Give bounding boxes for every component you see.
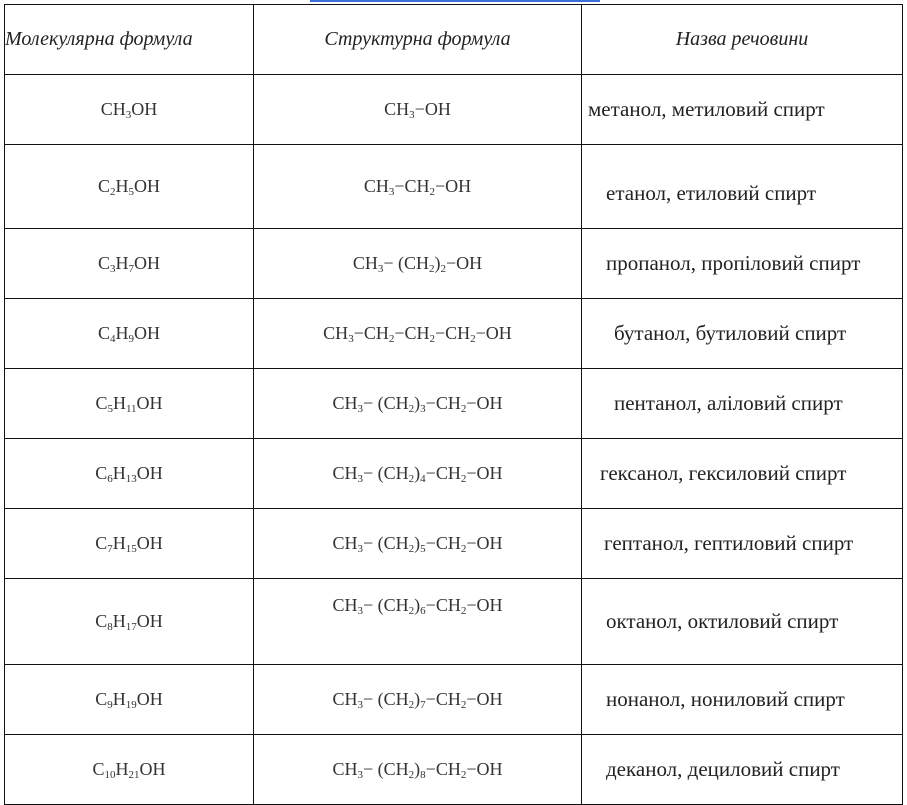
structural-formula-cell: $CH_3- (CH_2)_5-CH_2-OH$ [254,509,582,579]
structural-formula-cell: $CH_3- (CH_2)_6-CH_2-OH$ [254,579,582,665]
structural-formula-cell: $CH_3- (CH_2)_8-CH_2-OH$ [254,735,582,805]
molecular-formula-cell: $C_3H_7OH$ [5,229,254,299]
structural-formula-cell: $CH_3- (CH_2)_4-CH_2-OH$ [254,439,582,509]
substance-name-cell: етанол, етиловий спирт [582,145,903,229]
table-row [5,229,903,299]
table-row [5,439,903,509]
substance-name-cell: гексанол, гексиловий спирт [582,439,903,509]
molecular-formula-cell: $C_9H_{19}OH$ [5,665,254,735]
substance-name-cell: нонанол, нониловий спирт [582,665,903,735]
structural-formula-cell: $CH_3- (CH_2)_2-OH$ [254,229,582,299]
table-row [5,509,903,579]
molecular-formula-cell: $C_{10}H_{21}OH$ [5,735,254,805]
table-row [5,369,903,439]
molecular-formula-cell: $C_5H_{11}OH$ [5,369,254,439]
structural-formula-cell: $CH_3-OH$ [254,75,582,145]
molecular-formula-cell: $C_4H_9OH$ [5,299,254,369]
header-row [5,5,903,75]
substance-name-cell: гептанол, гептиловий спирт [582,509,903,579]
molecular-formula-cell: $C_8H_{17}OH$ [5,579,254,665]
header-structural-formula: Структурна формула [254,5,582,75]
substance-name-cell: метанол, метиловий спирт [582,75,903,145]
table-row [5,579,903,665]
substance-name-cell: пентанол, аліловий спирт [582,369,903,439]
table-row [5,75,903,145]
substance-name-cell: деканол, дециловий спирт [582,735,903,805]
table-row [5,299,903,369]
table-row [5,665,903,735]
structural-formula-cell: $CH_3-CH_2-CH_2-CH_2-OH$ [254,299,582,369]
structural-formula-cell: $CH_3- (CH_2)_3-CH_2-OH$ [254,369,582,439]
substance-name-cell: бутанол, бутиловий спирт [582,299,903,369]
substance-name-cell: пропанол, пропіловий спирт [582,229,903,299]
table-row [5,145,903,229]
molecular-formula-cell: $C_6H_{13}OH$ [5,439,254,509]
substance-name-cell: октанол, октиловий спирт [582,579,903,665]
structural-formula-cell: $CH_3- (CH_2)_7-CH_2-OH$ [254,665,582,735]
header-molecular-formula: Молекулярна формула [5,5,254,75]
header-substance-name: Назва речовини [582,5,903,75]
table-row [5,735,903,805]
molecular-formula-cell: $C_7H_{15}OH$ [5,509,254,579]
alcohols-table [4,4,903,805]
molecular-formula-cell: $C_2H_5OH$ [5,145,254,229]
top-divider-line [310,0,600,2]
molecular-formula-cell: $CH_3OH$ [5,75,254,145]
structural-formula-cell: $CH_3-CH_2-OH$ [254,145,582,229]
